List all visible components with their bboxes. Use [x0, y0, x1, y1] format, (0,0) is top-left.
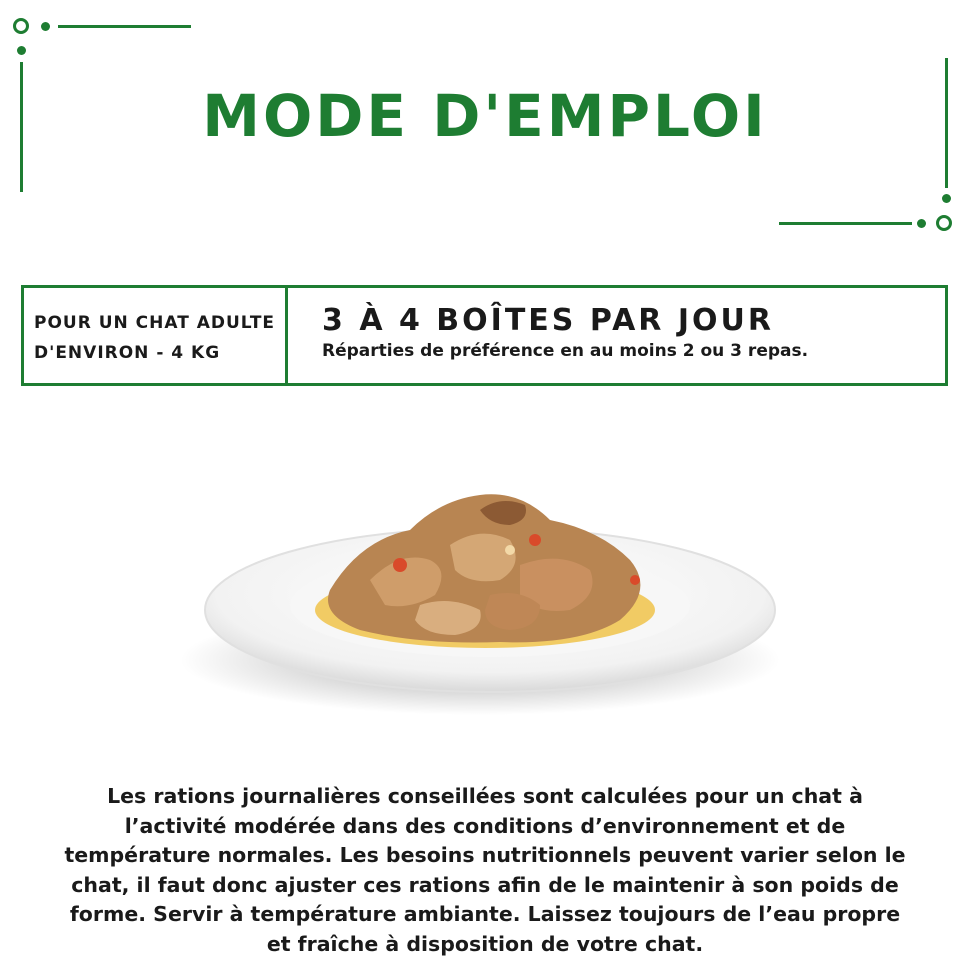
- dosage-target-line2: D'ENVIRON - 4 KG: [34, 343, 221, 363]
- ornament-dot: [942, 194, 951, 203]
- dosage-target: [24, 288, 288, 383]
- dosage-detail: Réparties de préférence en au moins 2 ou 3 repas.: [322, 341, 809, 361]
- page-title: MODE D'EMPLOI: [202, 82, 768, 150]
- feeding-notice: Les rations journalières conseillées sont calculées pour un chat à l’activité modérée dans des conditions d’environnement et de température normales. Les besoins nutritionnels peuvent varier selon le chat, il faut donc ajuster ces rations afin de le maintenir à son poids de forme. Servir à température ambiante. Laissez toujours de l’eau propre et fraîche à disposition de votre chat.: [64, 784, 906, 956]
- ornament-ring: [936, 215, 952, 231]
- dosage-box: [21, 285, 948, 386]
- plate-with-food-illustration: [180, 470, 800, 730]
- food-chunks: [328, 494, 640, 642]
- ornament-dot: [41, 22, 50, 31]
- ornament-line: [779, 222, 912, 225]
- plate-image: [180, 470, 800, 730]
- dosage-amount-block: [288, 288, 808, 383]
- ornament-dot: [917, 219, 926, 228]
- ornament-ring: [13, 18, 29, 34]
- dosage-target-line1: POUR UN CHAT ADULTE: [34, 313, 276, 333]
- ornament-dot: [17, 46, 26, 55]
- dosage-amount: 3 À 4 BOÎTES PAR JOUR: [322, 303, 774, 338]
- ornament-line: [58, 25, 191, 28]
